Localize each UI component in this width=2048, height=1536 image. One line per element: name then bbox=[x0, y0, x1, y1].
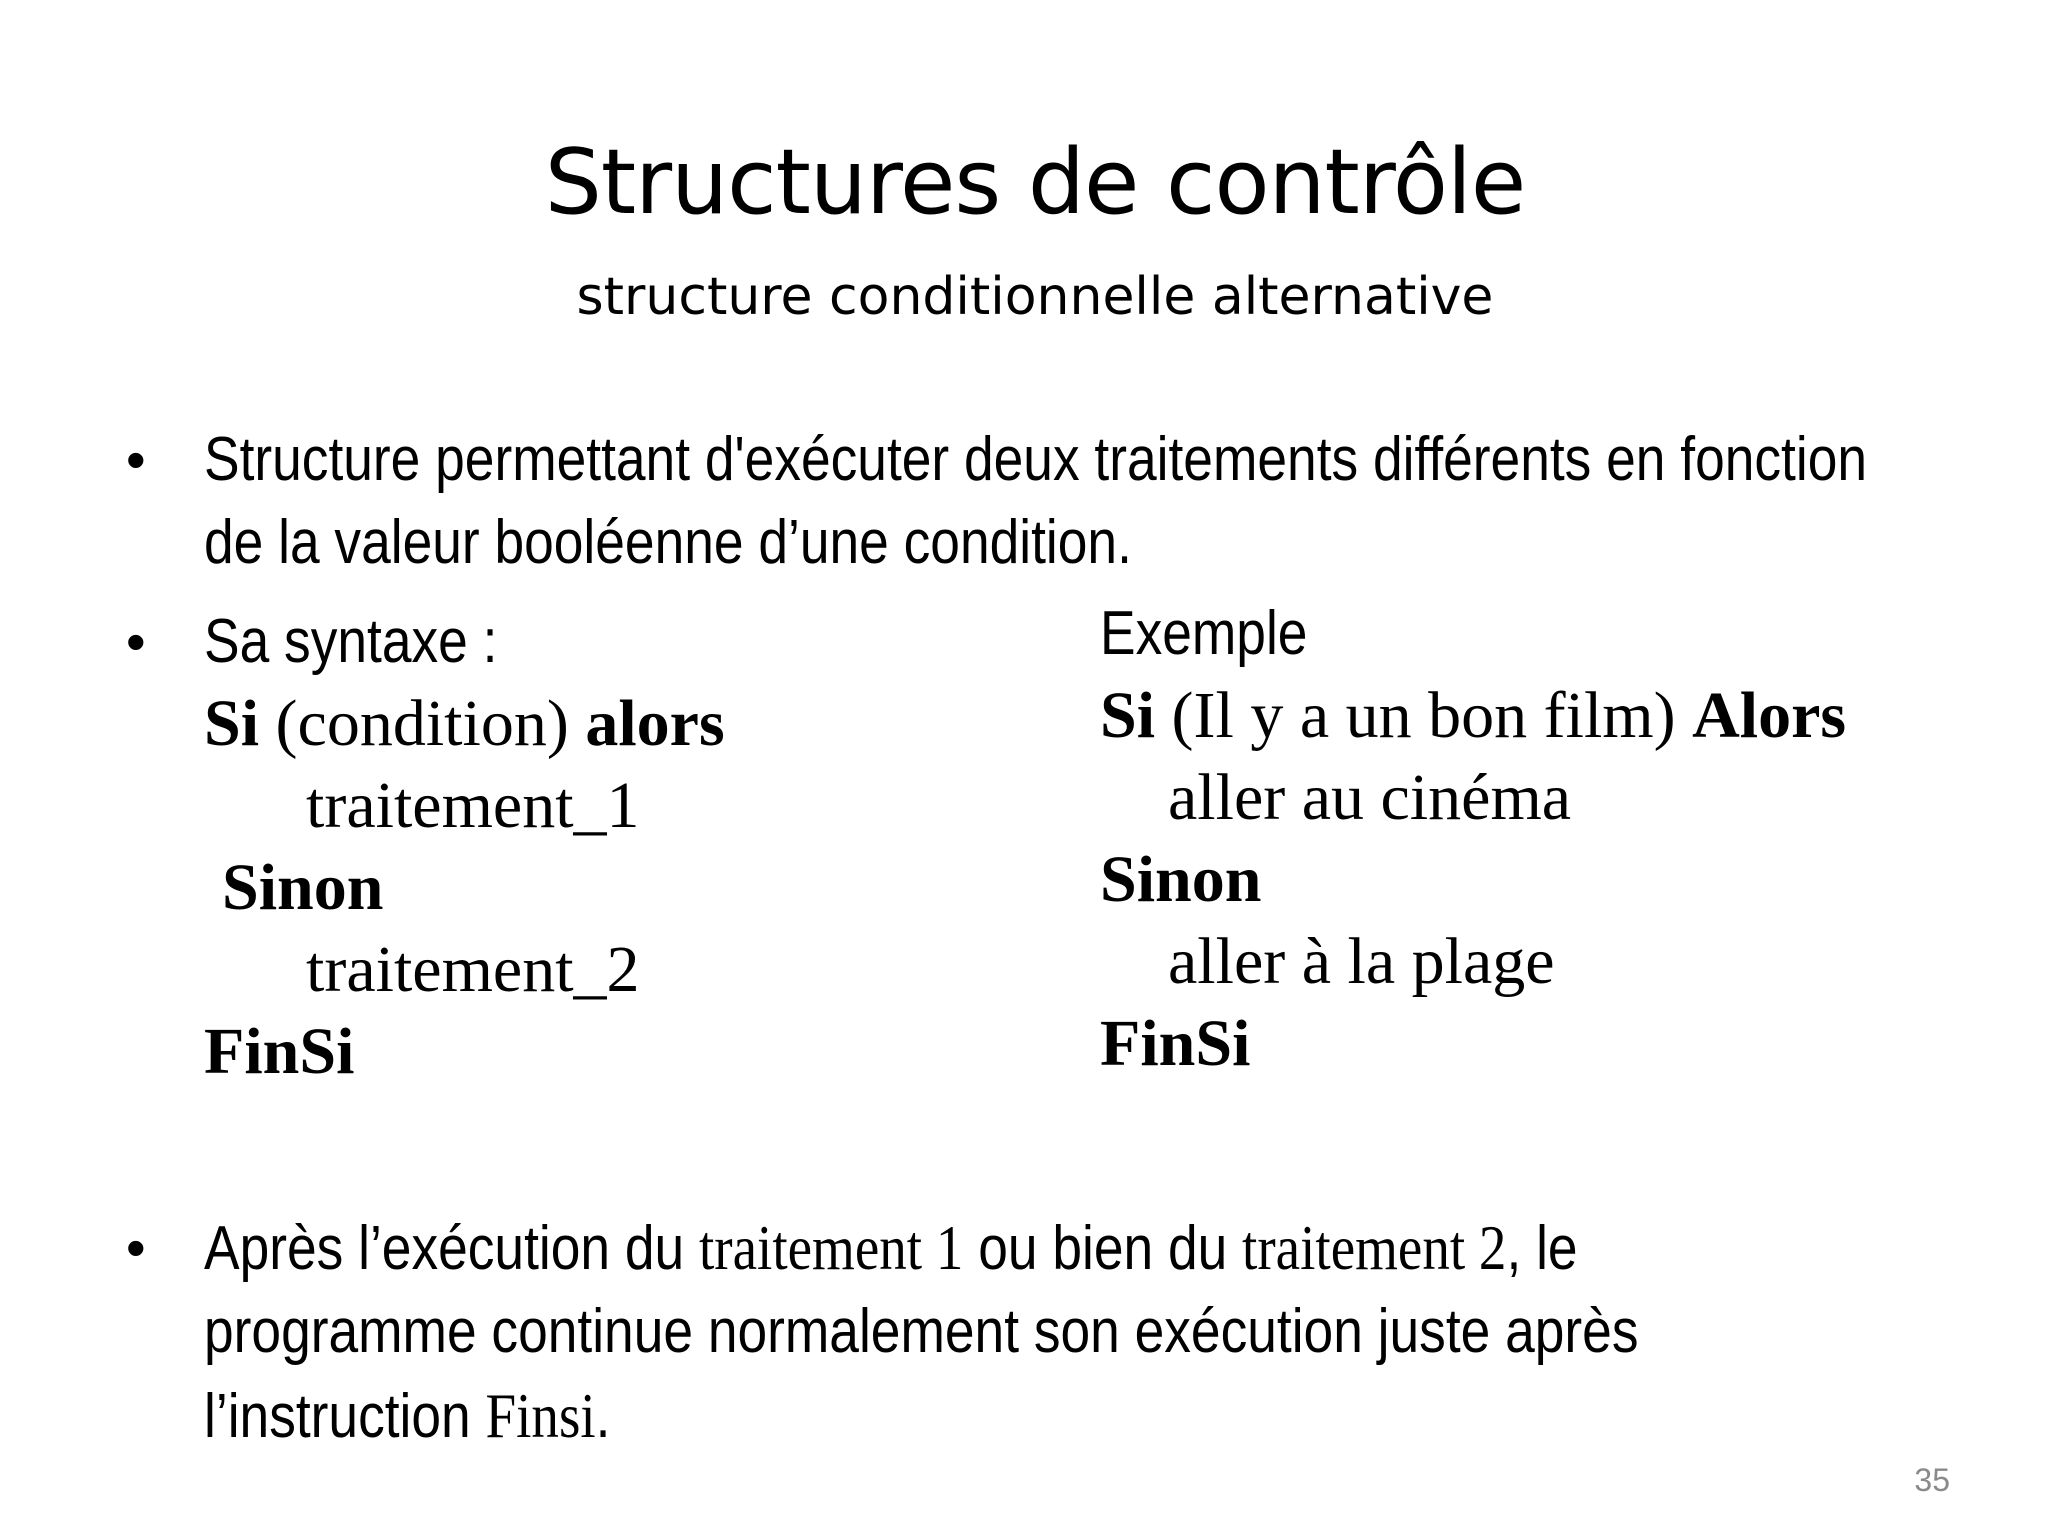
bullet-3-finsi: Finsi bbox=[485, 1380, 596, 1451]
example-sinon-keyword: Sinon bbox=[1100, 843, 1262, 916]
slide-title: Structures de contrôle bbox=[544, 130, 1526, 235]
syntax-traitement-1: traitement_1 bbox=[306, 769, 640, 842]
syntax-alors-keyword: alors bbox=[585, 687, 725, 760]
syntax-si-line bbox=[204, 684, 725, 764]
bullet-3-text-c: ou bien du bbox=[963, 1214, 1243, 1283]
bullet-3-line-3 bbox=[204, 1376, 610, 1457]
syntax-si-keyword: Si bbox=[204, 687, 260, 760]
bullet-2-dot: • bbox=[126, 610, 146, 673]
example-si-keyword: Si bbox=[1100, 679, 1156, 752]
bullet-3-text-l3a: l’instruction bbox=[204, 1382, 486, 1451]
bullet-1-line-2: de la valeur booléenne d’une condition. bbox=[204, 508, 1132, 577]
bullet-1-dot: • bbox=[126, 428, 146, 491]
bullet-3-line-2: programme continue normalement son exécution juste après bbox=[204, 1297, 1639, 1366]
bullet-3-text-a: Après l’exécution du bbox=[204, 1214, 699, 1283]
bullet-1-line-1: Structure permettant d'exécuter deux traitements différents en fonction bbox=[204, 425, 1868, 494]
syntax-sinon-keyword: Sinon bbox=[222, 851, 384, 924]
example-action-1: aller au cinéma bbox=[1168, 761, 1572, 834]
bullet-3-text-e: , le bbox=[1506, 1214, 1578, 1283]
example-condition: (Il y a un bon film) bbox=[1155, 679, 1693, 752]
example-finsi-keyword: FinSi bbox=[1100, 1007, 1251, 1080]
syntax-label: Sa syntaxe : bbox=[204, 607, 498, 676]
bullet-3-period: . bbox=[595, 1382, 611, 1451]
bullet-3-traitement-2: traitement 2 bbox=[1242, 1212, 1507, 1283]
bullet-3-line-1 bbox=[204, 1208, 1578, 1289]
example-label: Exemple bbox=[1100, 599, 1308, 668]
bullet-3-traitement-1: traitement 1 bbox=[698, 1212, 964, 1283]
syntax-finsi-keyword: FinSi bbox=[204, 1015, 355, 1088]
bullet-3-dot: • bbox=[126, 1216, 146, 1279]
example-si-line bbox=[1100, 676, 1846, 756]
example-action-2: aller à la plage bbox=[1168, 925, 1555, 998]
page-number: 35 bbox=[1914, 1462, 1950, 1498]
slide-subtitle: structure conditionnelle alternative bbox=[576, 267, 1494, 327]
example-alors-keyword: Alors bbox=[1692, 679, 1847, 752]
syntax-condition: (condition) bbox=[259, 687, 586, 760]
syntax-traitement-2: traitement_2 bbox=[306, 933, 640, 1006]
